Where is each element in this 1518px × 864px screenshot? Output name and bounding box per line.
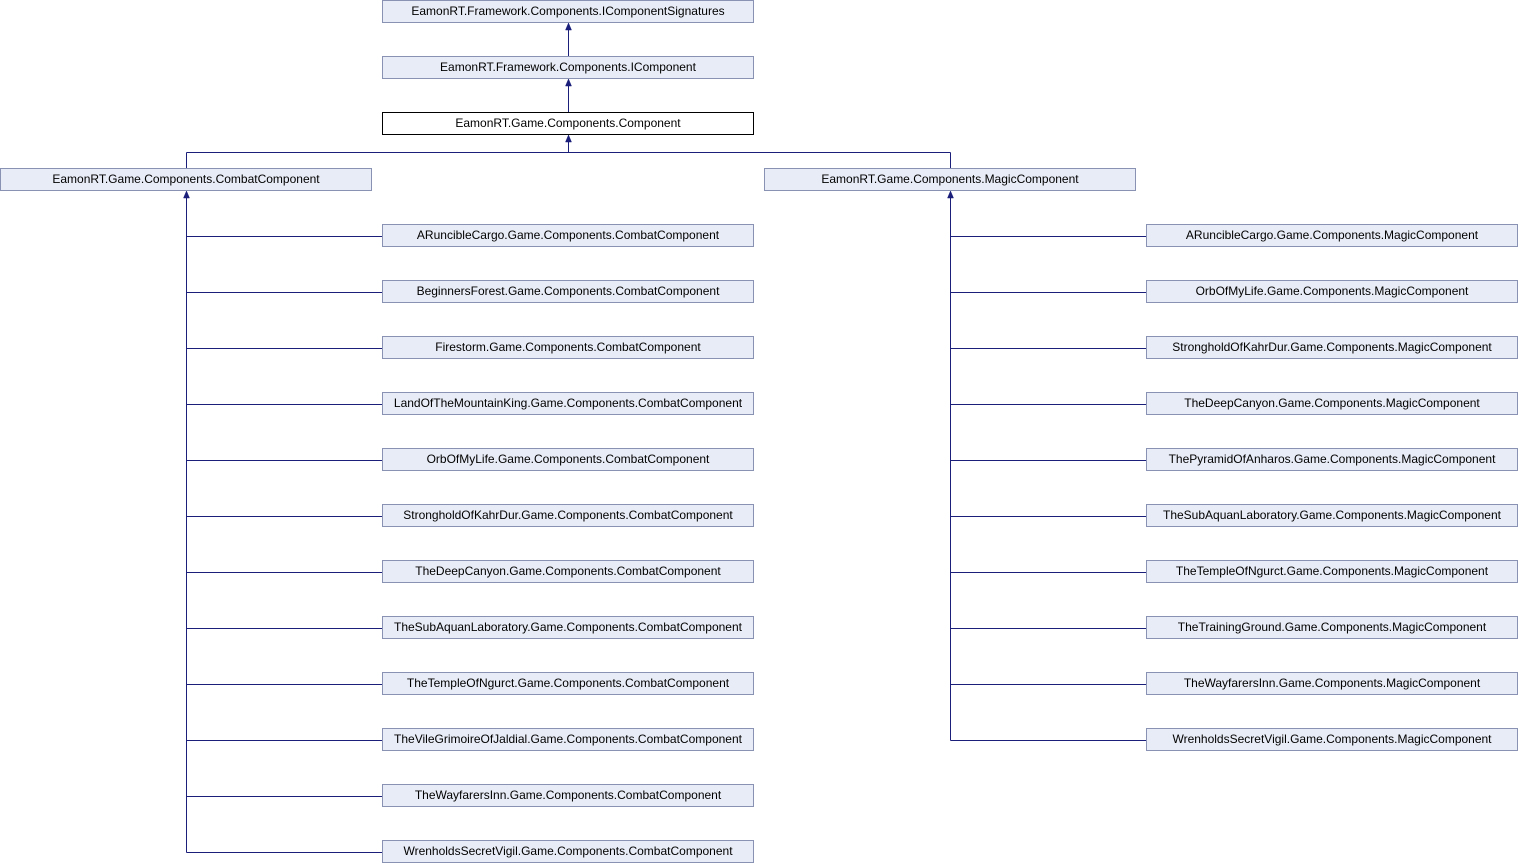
- inheritance-arrowhead: [948, 191, 954, 198]
- node-component-current: EamonRT.Game.Components.Component: [382, 112, 754, 135]
- node-combat-child[interactable]: WrenholdsSecretVigil.Game.Components.CombatComponent: [382, 840, 754, 863]
- node-combat-child[interactable]: Firestorm.Game.Components.CombatComponent: [382, 336, 754, 359]
- node-magic-child[interactable]: StrongholdOfKahrDur.Game.Components.MagicComponent: [1146, 336, 1518, 359]
- inheritance-arrowhead: [566, 79, 572, 86]
- node-combat-child[interactable]: ARuncibleCargo.Game.Components.CombatComponent: [382, 224, 754, 247]
- node-icomponent[interactable]: EamonRT.Framework.Components.IComponent: [382, 56, 754, 79]
- node-magic-child[interactable]: ARuncibleCargo.Game.Components.MagicComponent: [1146, 224, 1518, 247]
- node-combat-child[interactable]: OrbOfMyLife.Game.Components.CombatComponent: [382, 448, 754, 471]
- node-magic-child[interactable]: TheDeepCanyon.Game.Components.MagicComponent: [1146, 392, 1518, 415]
- node-magic-child[interactable]: TheSubAquanLaboratory.Game.Components.MagicComponent: [1146, 504, 1518, 527]
- node-magiccomponent-base[interactable]: EamonRT.Game.Components.MagicComponent: [764, 168, 1136, 191]
- node-magic-child[interactable]: TheWayfarersInn.Game.Components.MagicComponent: [1146, 672, 1518, 695]
- node-combat-child[interactable]: TheDeepCanyon.Game.Components.CombatComponent: [382, 560, 754, 583]
- inheritance-arrowhead: [566, 23, 572, 30]
- node-combatcomponent-base[interactable]: EamonRT.Game.Components.CombatComponent: [0, 168, 372, 191]
- node-icomponentsignatures[interactable]: EamonRT.Framework.Components.IComponentSignatures: [382, 0, 754, 23]
- node-combat-child[interactable]: BeginnersForest.Game.Components.CombatComponent: [382, 280, 754, 303]
- node-combat-child[interactable]: TheSubAquanLaboratory.Game.Components.CombatComponent: [382, 616, 754, 639]
- node-combat-child[interactable]: LandOfTheMountainKing.Game.Components.CombatComponent: [382, 392, 754, 415]
- node-magic-child[interactable]: OrbOfMyLife.Game.Components.MagicComponent: [1146, 280, 1518, 303]
- node-magic-child[interactable]: ThePyramidOfAnharos.Game.Components.MagicComponent: [1146, 448, 1518, 471]
- node-magic-child[interactable]: TheTrainingGround.Game.Components.MagicComponent: [1146, 616, 1518, 639]
- node-combat-child[interactable]: TheWayfarersInn.Game.Components.CombatComponent: [382, 784, 754, 807]
- node-combat-child[interactable]: TheTempleOfNgurct.Game.Components.CombatComponent: [382, 672, 754, 695]
- inheritance-arrowhead: [184, 191, 190, 198]
- node-magic-child[interactable]: TheTempleOfNgurct.Game.Components.MagicComponent: [1146, 560, 1518, 583]
- node-combat-child[interactable]: StrongholdOfKahrDur.Game.Components.CombatComponent: [382, 504, 754, 527]
- inheritance-arrowhead: [566, 135, 572, 142]
- node-magic-child[interactable]: WrenholdsSecretVigil.Game.Components.MagicComponent: [1146, 728, 1518, 751]
- node-combat-child[interactable]: TheVileGrimoireOfJaldial.Game.Components.CombatComponent: [382, 728, 754, 751]
